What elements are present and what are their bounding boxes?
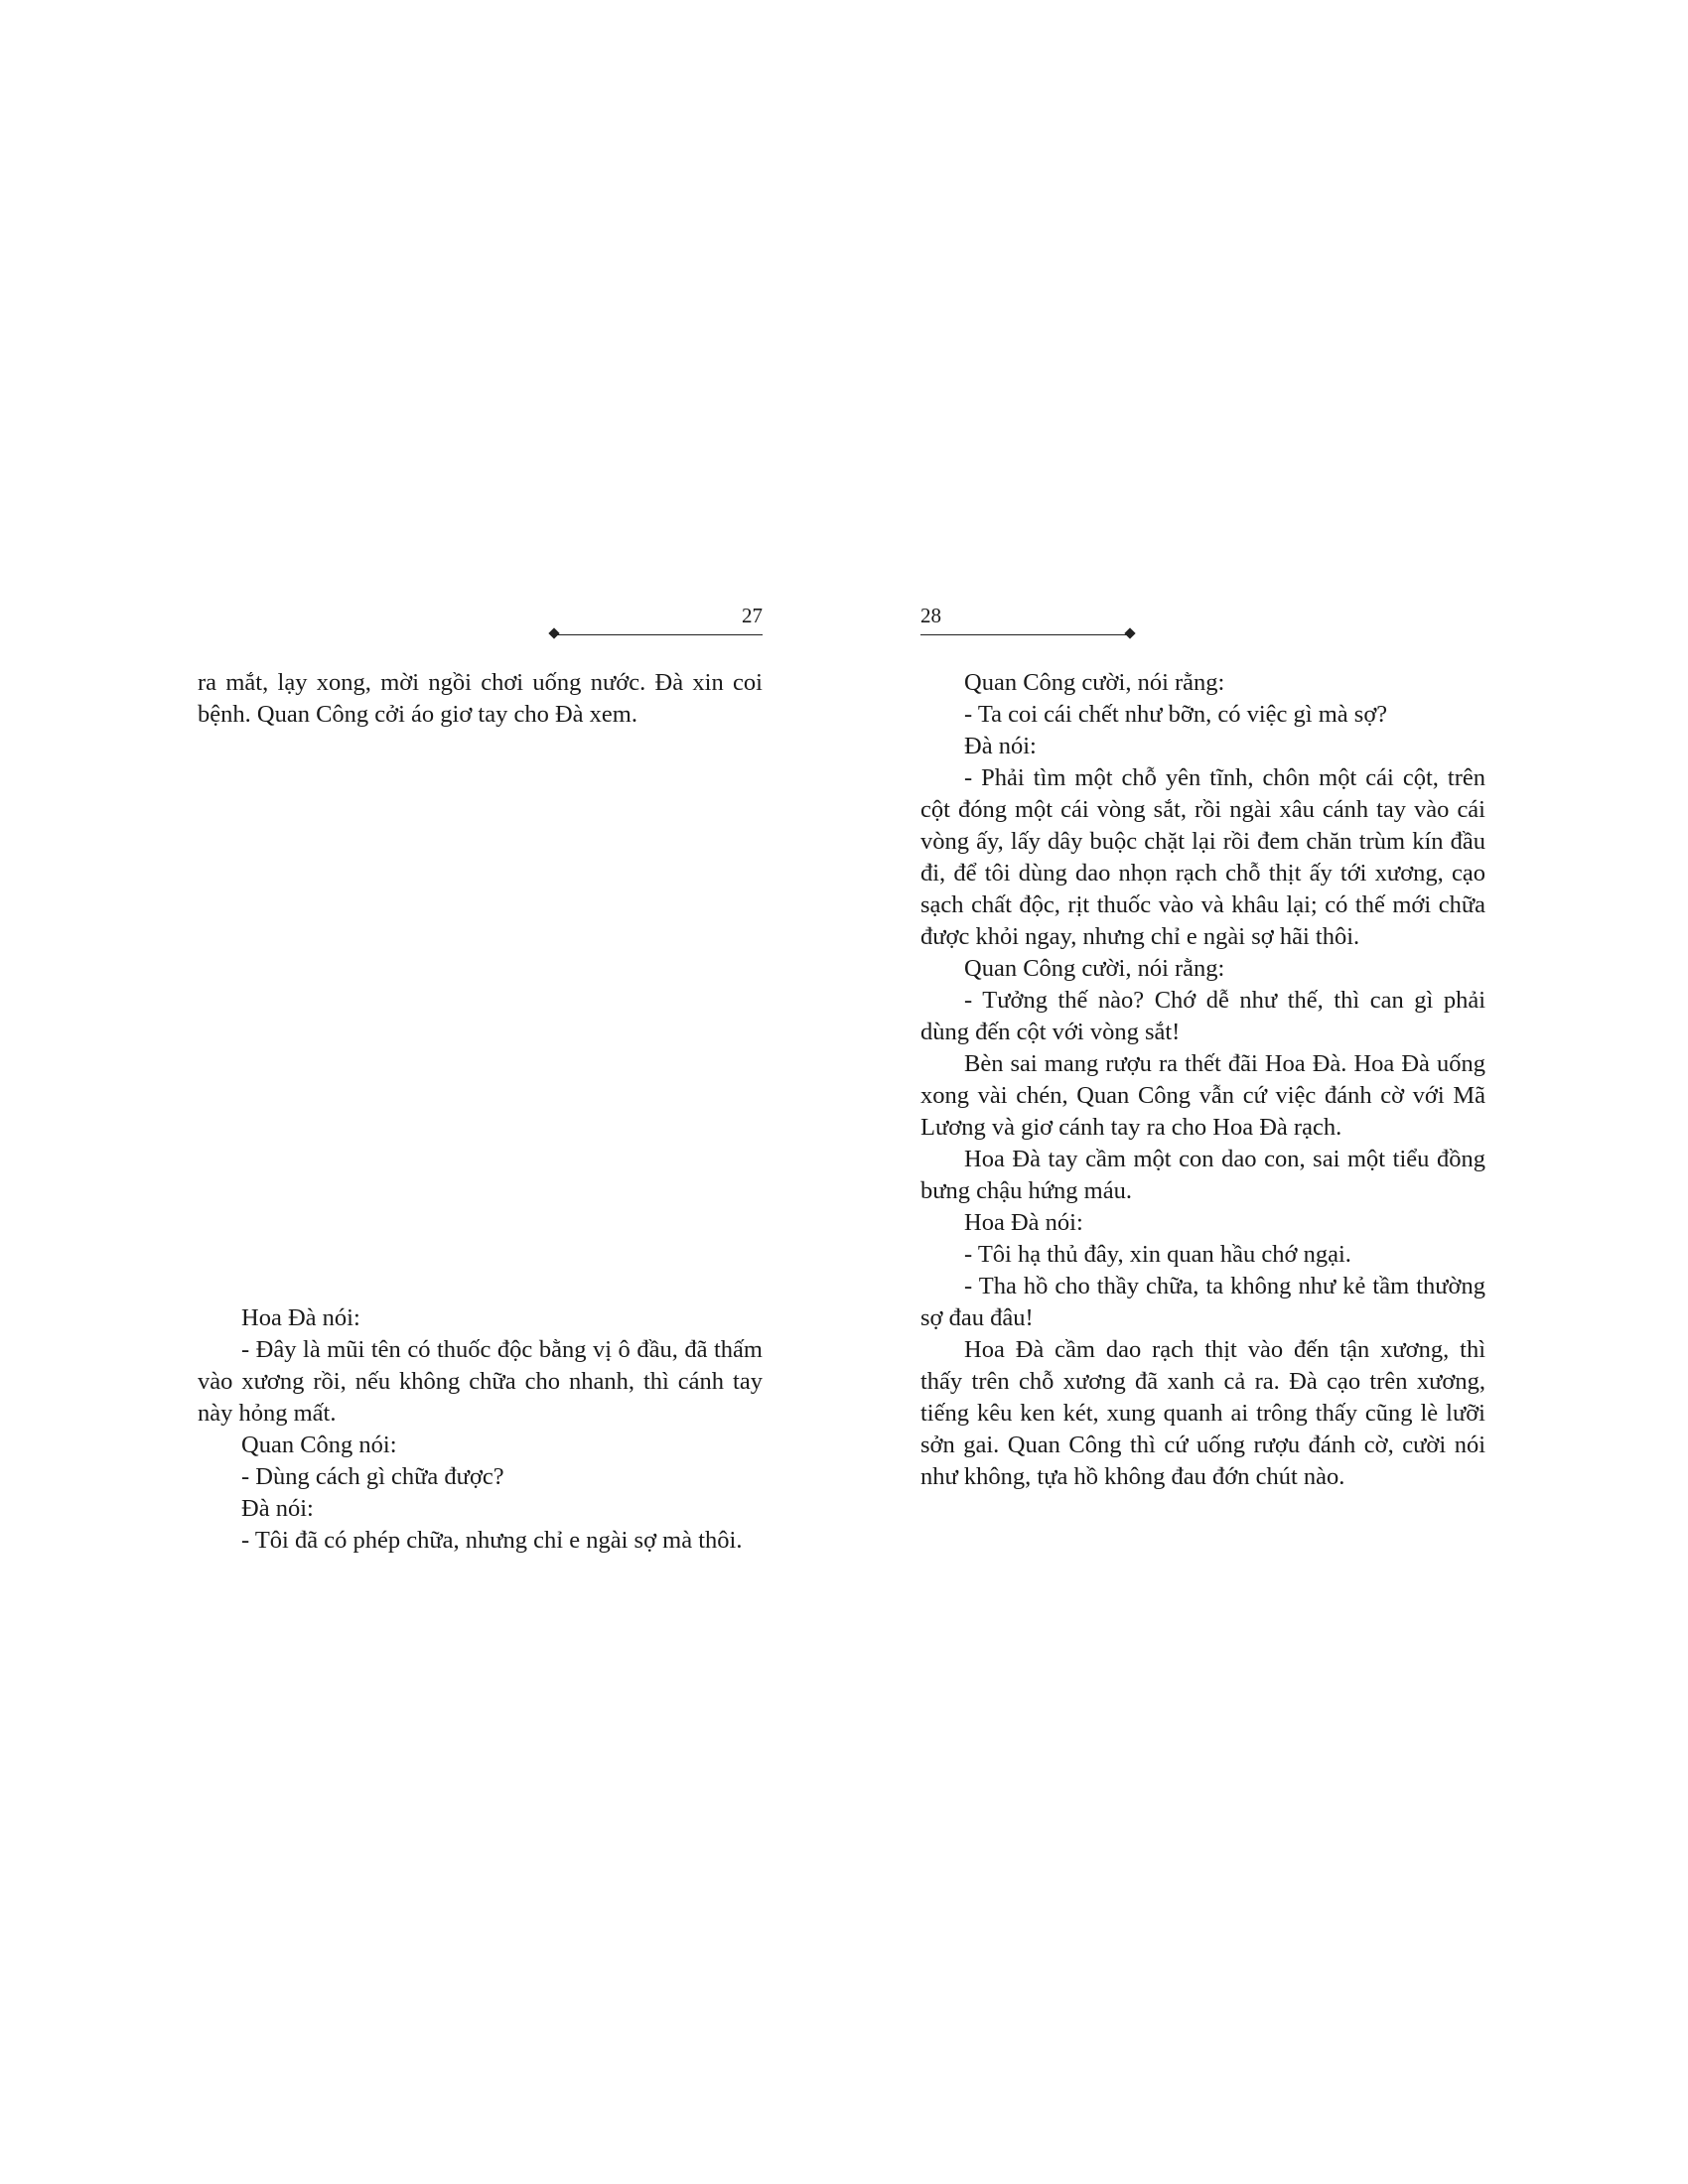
paragraph: Quan Công nói: [241, 1432, 397, 1458]
left-page-bottom-text [198, 1302, 763, 1557]
paragraph: Quan Công cười, nói rằng: [964, 669, 1225, 696]
paragraph: - Tôi hạ thủ đây, xin quan hầu chớ ngại. [964, 1241, 1351, 1268]
paragraph: - Tưởng thế nào? Chớ dễ như thế, thì can gì phải dùng đến cột với vòng sắt! [920, 987, 1485, 1045]
paragraph: Hoa Đà nói: [964, 1209, 1083, 1236]
paragraph: Đà nói: [964, 733, 1037, 759]
ornament-diamond-icon [548, 627, 559, 638]
paragraph: Đà nói: [241, 1495, 314, 1522]
paragraph: Hoa Đà tay cầm một con dao con, sai một tiểu đồng bưng chậu hứng máu. [920, 1146, 1485, 1204]
paragraph: - Ta coi cái chết như bỡn, có việc gì mà sợ? [964, 701, 1388, 728]
right-page [920, 596, 1485, 1490]
paragraph: Hoa Đà cầm dao rạch thịt vào đến tận xương, thì thấy trên chỗ xương đã xanh cả ra. Đà cạo trên xương, tiếng kêu ken két, xung quanh ai trông thấy cũng lè lưỡi sởn gai. Quan Công thì cứ uống rượu đánh cờ, cười nói như không, tựa hồ không đau đớn chút nào. [920, 1336, 1485, 1490]
header-rule [553, 634, 763, 635]
header-rule [920, 634, 1130, 635]
paragraph: Bèn sai mang rượu ra thết đãi Hoa Đà. Hoa Đà uống xong vài chén, Quan Công vẫn cứ việc đánh cờ với Mã Lương và giơ cánh tay ra cho Hoa Đà rạch. [920, 1050, 1485, 1141]
paragraph: - Đây là mũi tên có thuốc độc bằng vị ô đầu, đã thấm vào xương rồi, nếu không chữa cho nhanh, thì cánh tay này hỏng mất. [198, 1336, 763, 1427]
paragraph: - Tha hồ cho thầy chữa, ta không như kẻ tầm thường sợ đau đâu! [920, 1273, 1485, 1331]
paragraph: - Tôi đã có phép chữa, nhưng chỉ e ngài sợ mà thôi. [241, 1527, 743, 1554]
page-number: 27 [742, 604, 763, 627]
paragraph: ra mắt, lạy xong, mời ngồi chơi uống nước. Đà xin coi bệnh. Quan Công cởi áo giơ tay cho Đà xem. [198, 669, 763, 728]
paragraph: Hoa Đà nói: [241, 1304, 360, 1331]
left-page-header [198, 596, 763, 637]
paragraph: - Dùng cách gì chữa được? [241, 1463, 504, 1490]
page-number: 28 [920, 604, 941, 627]
right-page-header [920, 596, 1485, 637]
ornament-diamond-icon [1124, 627, 1135, 638]
paragraph: - Phải tìm một chỗ yên tĩnh, chôn một cái cột, trên cột đóng một cái vòng sắt, rồi ngài xâu cánh tay vào cái vòng ấy, lấy dây buộc chặt lại rồi đem chăn trùm kín đầu đi, để tôi dùng dao nhọn rạch chỗ thịt ấy tới xương, cạo sạch chất độc, rịt thuốc vào và khâu lại; có thế mới chữa được khỏi ngay, nhưng chỉ e ngài sợ hãi thôi. [920, 764, 1485, 950]
right-page-text [920, 667, 1485, 1493]
left-page [198, 596, 763, 1554]
paragraph: Quan Công cười, nói rằng: [964, 955, 1225, 982]
left-page-top-text [198, 667, 763, 731]
